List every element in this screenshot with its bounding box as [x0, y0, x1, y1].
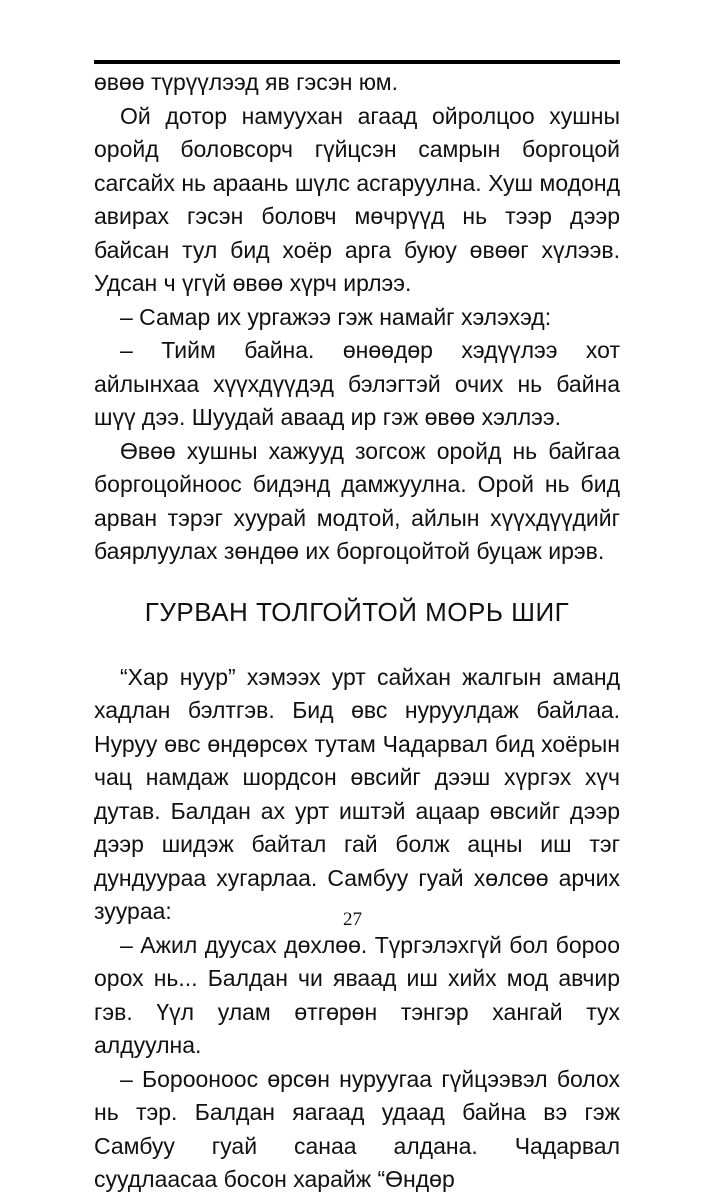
page-body: [94, 66, 620, 1197]
page-number: 27: [343, 909, 362, 930]
paragraph: “Хар нуур” хэмээх урт сайхан жалгын аманд хадлан бэлтгэв. Бид өвс нуруулдаж байлаа. Нуруу өвс өндөрсөх тутам Чадарвал бид хоёрын чац намдаж шордсон өвсийг дээш хүргэх хүч дутав. Балдан ах урт иштэй ацаар өвсийг дээр дээр шидэж байтал гай болж ацны иш тэг дундуураа хугарлаа. Самбуу гуай хөлсөө арчих зуураа:: [94, 663, 620, 924]
paragraph: өвөө түрүүлээд яв гэсэн юм.: [94, 69, 398, 95]
paragraph: – Тийм байна. өнөөдөр хэдүүлээ хот айлынхаа хүүхдүүдэд бэлэгтэй очих нь байна шүү дээ. Шуудай аваад ир гэж өвөө хэллээ.: [94, 337, 620, 430]
story-heading: ГУРВАН ТОЛГОЙТОЙ МОРЬ ШИГ: [144, 596, 570, 627]
paragraph: – Самар их ургажээ гэж намайг хэлэхэд:: [120, 303, 552, 330]
paragraph: – Борооноос өрсөн нуруугаа гүйцээвэл болох нь тэр. Балдан яагаад удаад байна вэ гэж Самбуу гуай санаа алдана. Чадарвал суудлаасаа босон харайж “Өндөр: [94, 1065, 620, 1192]
paragraph: – Ажил дуусах дөхлөө. Түргэлэхгүй бол бороо орох нь... Балдан чи яваад иш хийх мод авчир гэв. Үүл улам өтгөрөн тэнгэр хангай тух алдуулна.: [94, 931, 620, 1058]
story-continuation: [94, 66, 620, 569]
paragraph: Ой дотор намуухан агаад ойролцоо хушны оройд боловсорч гүйцсэн самрын боргоцой сагсайх нь араань шүлс асгаруулна. Хуш модонд авирах гэсэн боловч мөчрүүд нь тээр дээр байсан тул бид хоёр арга буюу өвөөг хүлээв. Удсан ч үгүй өвөө хүрч ирлээ.: [94, 102, 620, 296]
paragraph: Өвөө хушны хажууд зогсож оройд нь байгаа боргоцойноос бидэнд дамжуулна. Орой нь бид арван тэрэг хуурай модтой, айлын хүүхдүүдийг баярлуулах зөндөө их боргоцойтой буцаж ирэв.: [94, 437, 620, 564]
top-rule: [94, 60, 620, 64]
